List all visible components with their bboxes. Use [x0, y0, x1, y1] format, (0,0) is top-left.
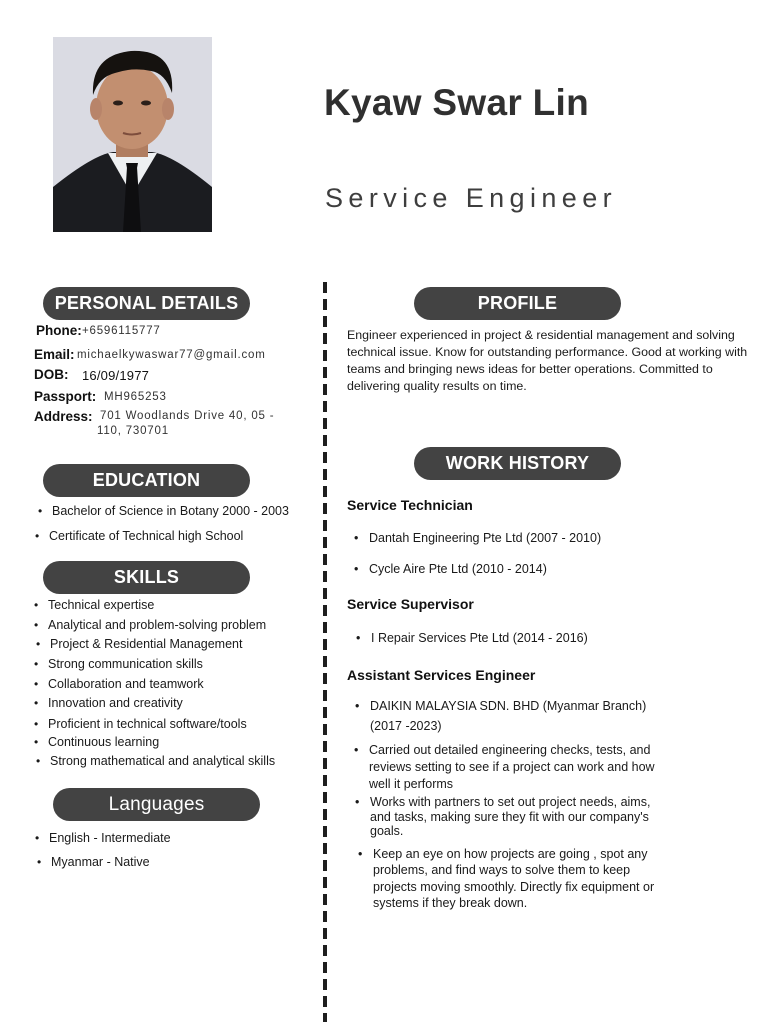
address-line-1: 701 Woodlands Drive 40, 05 -	[100, 410, 275, 422]
skill-item: • Collaboration and teamwork	[48, 677, 204, 691]
skill-item: • Technical expertise	[48, 598, 154, 612]
work-item: • Dantah Engineering Pte Ltd (2007 - 2010)	[369, 530, 601, 547]
education-heading: EDUCATION	[43, 464, 250, 497]
dob-value: 16/09/1977	[82, 368, 150, 383]
skill-item: • Proficient in technical software/tools	[48, 717, 247, 731]
languages-heading: Languages	[53, 788, 260, 821]
work-item: • Carried out detailed engineering checks, tests, and reviews setting to see if a project can work and how well it performs	[369, 742, 674, 793]
personal-details-heading: PERSONAL DETAILS	[43, 287, 250, 320]
column-divider	[323, 282, 327, 1022]
phone-label: Phone:	[36, 323, 82, 338]
education-item: • Certificate of Technical high School	[49, 529, 243, 543]
job-title-assistant-services-engineer: Assistant Services Engineer	[347, 667, 536, 683]
skill-item: • Innovation and creativity	[48, 696, 183, 710]
email-value: michaelkywaswar77@gmail.com	[77, 349, 266, 361]
work-item: • Keep an eye on how projects are going , spot any problems, and find ways to solve them to keep projects moving smoothly. Directly fix equipment or systems if they break down.	[373, 846, 665, 911]
skill-item: • Strong mathematical and analytical skills	[50, 754, 275, 768]
email-label: Email:	[34, 347, 75, 362]
skill-item: • Continuous learning	[48, 735, 159, 749]
profile-summary: Engineer experienced in project & residential management and solving technical issue. Know for outstanding performance. Good at working with teams and bringing news ideas for better operations. Committed to delivering quality results on time.	[347, 328, 748, 393]
phone-value: +6596115777	[82, 325, 161, 337]
profile-heading: PROFILE	[414, 287, 621, 320]
education-item: • Bachelor of Science in Botany 2000 - 2003	[52, 504, 289, 518]
language-item: • Myanmar - Native	[51, 855, 150, 869]
language-item: • English - Intermediate	[49, 831, 171, 845]
skill-item: • Strong communication skills	[48, 657, 203, 671]
passport-value: MH965253	[104, 391, 167, 403]
profile-photo	[53, 37, 212, 232]
address-label: Address:	[34, 409, 93, 424]
work-item: • I Repair Services Pte Ltd (2014 - 2016)	[371, 630, 588, 647]
passport-label: Passport:	[34, 389, 97, 404]
skills-heading: SKILLS	[43, 561, 250, 594]
skill-item: • Project & Residential Management	[50, 637, 242, 651]
job-title-service-technician: Service Technician	[347, 497, 473, 513]
candidate-name: Kyaw Swar Lin	[324, 82, 590, 123]
work-item: • Works with partners to set out project needs, aims, and tasks, making sure they fit with our company's goals.	[370, 795, 670, 839]
dob-label: DOB:	[34, 367, 69, 382]
skill-item: • Analytical and problem-solving problem	[48, 618, 266, 632]
work-item: • DAIKIN MALAYSIA SDN. BHD (Myanmar Branch) (2017 -2023)	[370, 696, 670, 736]
job-title-service-supervisor: Service Supervisor	[347, 596, 474, 612]
work-item: • Cycle Aire Pte Ltd (2010 - 2014)	[369, 561, 547, 578]
work-history-heading: WORK HISTORY	[414, 447, 621, 480]
job-title: Service Engineer	[325, 183, 618, 213]
address-line-2: 110, 730701	[97, 425, 169, 437]
